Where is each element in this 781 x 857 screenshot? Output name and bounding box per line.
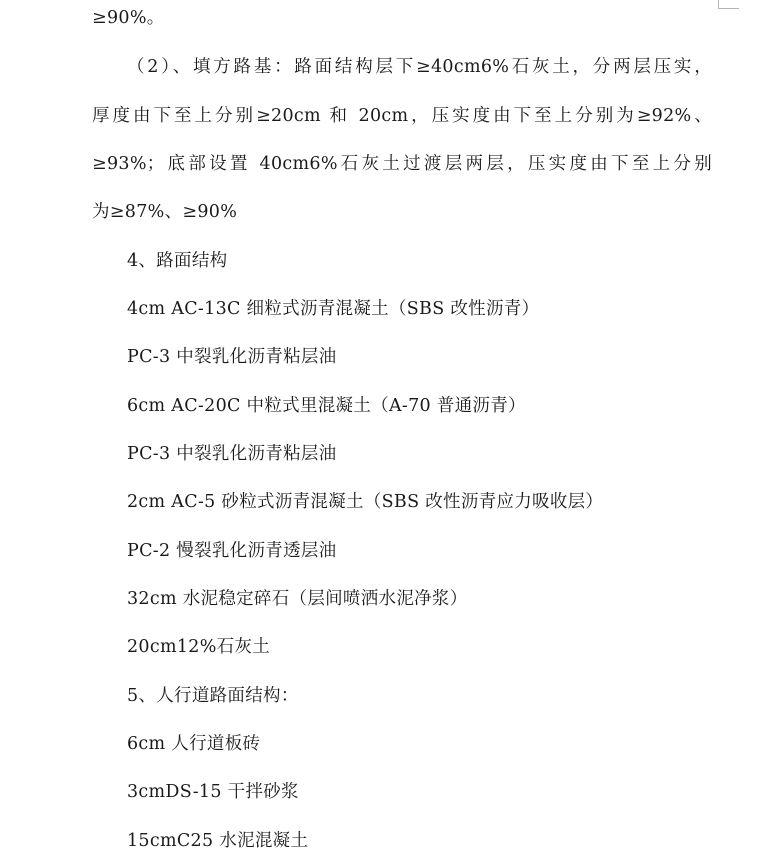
sidewalk-layer-item: 3cmDS-15 干拌砂浆	[127, 782, 299, 802]
text-line-fill-subgrade: （2）、填方路基：路面结构层下≥40cm6%石灰土，分两层压实，	[127, 57, 712, 77]
sidewalk-layer-item: 15cmC25 水泥混凝土	[127, 831, 309, 851]
pavement-layer-item: 6cm AC-20C 中粒式里混凝土（A-70 普通沥青）	[127, 396, 526, 416]
text-line-fill-thickness: 厚度由下至上分别≥20cm 和 20cm，压实度由下至上分别为≥92%、	[92, 106, 712, 126]
text-line-compaction-end: ≥90%。	[92, 8, 165, 28]
section-heading-sidewalk-structure: 5、人行道路面结构：	[127, 686, 299, 706]
pavement-layer-item: PC-3 中裂乳化沥青粘层油	[127, 444, 337, 464]
text-line-transition-compaction: 为≥87%、≥90%	[92, 202, 238, 222]
pavement-layer-item: 4cm AC-13C 细粒式沥青混凝土（SBS 改性沥青）	[127, 299, 540, 319]
pavement-layer-item: 32cm 水泥稳定碎石（层间喷洒水泥净浆）	[127, 589, 468, 609]
text-line-transition-layer: ≥93%；底部设置 40cm6%石灰土过渡层两层，压实度由下至上分别	[92, 154, 712, 174]
sidewalk-layer-item: 6cm 人行道板砖	[127, 734, 261, 754]
pavement-layer-item: PC-2 慢裂乳化沥青透层油	[127, 541, 337, 561]
pavement-layer-item: 2cm AC-5 砂粒式沥青混凝土（SBS 改性沥青应力吸收层）	[127, 492, 604, 512]
page-corner-mark	[718, 0, 739, 9]
pavement-layer-item: 20cm12%石灰土	[127, 637, 271, 657]
pavement-layer-item: PC-3 中裂乳化沥青粘层油	[127, 347, 337, 367]
section-heading-pavement-structure: 4、路面结构	[127, 251, 228, 271]
